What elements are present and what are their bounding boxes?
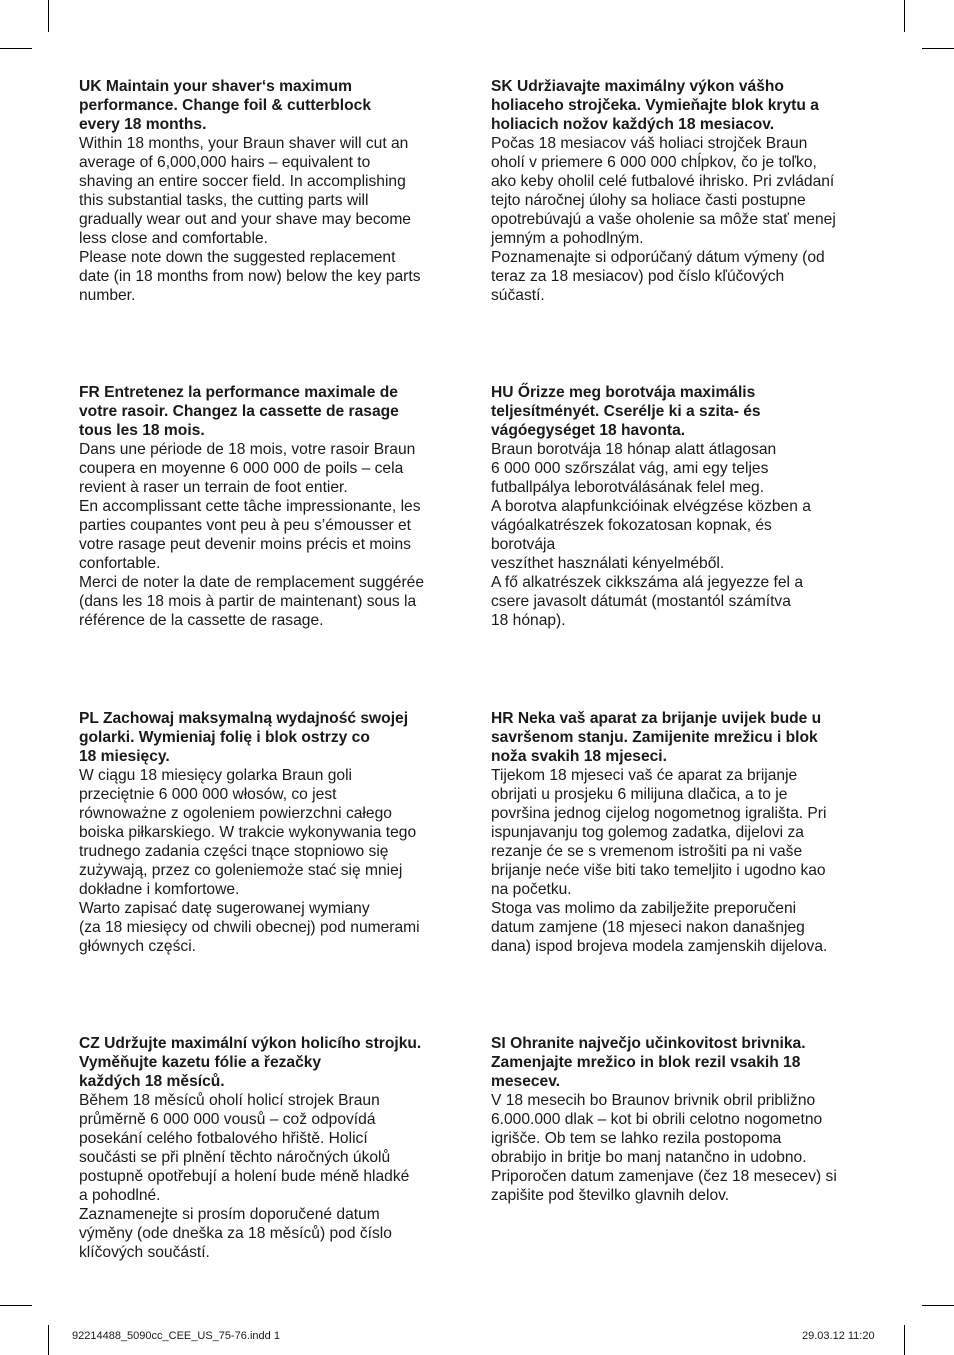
section-body: Within 18 months, your Braun shaver will cut an average of 6,000,000 hairs – equivalent to shaving an entire soccer field. In accomplishing this substantial tasks, the cutting parts will gradually wear out and your shave may become less close and comfortable. Please note down the suggested replacement date (in 18 months from now) below the key parts number. [79, 135, 421, 304]
section-hr [491, 709, 883, 956]
section-heading: PL Zachowaj maksymalną wydajność swojej golarki. Wymieniaj folię i blok ostrzy co 18 miesięcy. [79, 710, 409, 765]
section-body: W ciągu 18 miesięcy golarka Braun goli przeciętnie 6 000 000 włosów, co jest równoważne z ogoleniem powierzchni całego boiska piłkarskiego. W trakcie wykonywania tego trudnego zadania części tnące stopniowo się zużywają, przez co goleniemoże stać się mniej dokładne i komfortowe. Warto zapisać datę sugerowanej wymiany (za 18 miesięcy od chwili obecnej) pod numerami głównych części. [79, 767, 420, 955]
section-body: Během 18 měsíců oholí holicí strojek Braun průměrně 6 000 000 vousů – což odpovídá posekání celého fotbalového hřiště. Holicí součásti se při plnění těchto náročných úkolů postupně opotřebují a holení bude méně hladké a pohodlné. Zaznamenejte si prosím doporučené datum výměny (ode dneška za 18 měsíců) pod číslo klíčových součástí. [79, 1092, 410, 1261]
section-heading: CZ Udržujte maximální výkon holicího strojku. Vyměňujte kazetu fólie a řezačky každých 18 měsíců. [79, 1035, 422, 1090]
section-heading: HU Őrizze meg borotvája maximális teljesítményét. Cserélje ki a szita- és vágóegységet 18 havonta. [491, 384, 761, 439]
section-body: Dans une période de 18 mois, votre rasoir Braun coupera en moyenne 6 000 000 de poils – cela revient à raser un terrain de foot entier. En accomplissant cette tâche impressionante, les parties coupantes vont peu à peu s’émousser et votre rasage peut devenir moins précis et moins confortable. Merci de noter la date de remplacement suggérée (dans les 18 mois à partir de maintenant) sous la référence de la cassette de rasage. [79, 441, 424, 629]
crop-mark [48, 0, 49, 32]
crop-mark [922, 1305, 954, 1306]
section-body: Braun borotvája 18 hónap alatt átlagosan 6 000 000 szőrszálat vág, ami egy teljes futballpálya leborotválásának felel meg. A borotva alapfunkcióinak elvégzése közben a vágóalkatrészek fokozatosan kopnak, és borotvája veszíthet használati kényelméből. A fő alkatrészek cikkszáma alá jegyezze fel a csere javasolt dátumát (mostantól számítva 18 hónap). [491, 441, 811, 629]
section-heading: SI Ohranite največjo učinkovitost brivnika. Zamenjajte mrežico in blok rezil vsakih 18 mesecev. [491, 1035, 806, 1090]
section-body: Tijekom 18 mjeseci vaš će aparat za brijanje obrijati u prosjeku 6 milijuna dlačica, a to je površina jednog cijelog nogometnog igrališta. Pri ispunjavanju tog golemog zadatka, dijelovi za rezanje će se s vremenom istrošiti pa ni vaše brijanje neće više biti tako temeljito i ugodno kao na početku. Stoga vas molimo da zabilježite preporučeni datum zamjene (18 mjeseci nakon današnjeg dana) ispod brojeva modela zamjenskih dijelova. [491, 767, 828, 955]
section-heading: SK Udržiavajte maximálny výkon vášho holiaceho strojčeka. Vymieňajte blok krytu a holiacich nožov každých 18 mesiacov. [491, 78, 819, 133]
crop-mark [0, 1305, 32, 1306]
section-pl [79, 709, 471, 956]
crop-mark [0, 48, 32, 49]
section-uk [79, 77, 471, 305]
section-si [491, 1034, 883, 1205]
crop-mark [48, 1325, 49, 1355]
section-sk [491, 77, 883, 305]
crop-mark [904, 1325, 905, 1355]
crop-mark [922, 48, 954, 49]
crop-mark [904, 0, 905, 32]
section-fr [79, 383, 471, 630]
section-body: V 18 mesecih bo Braunov brivnik obril približno 6.000.000 dlak – kot bi obrili celotno nogometno igrišče. Ob tem se lahko rezila postopoma obrabijo in britje bo manj natančno in udobno. Priporočen datum zamenjave (čez 18 mesecev) si zapišite pod številko glavnih delov. [491, 1092, 837, 1204]
section-heading: HR Neka vaš aparat za brijanje uvijek bude u savršenom stanju. Zamijenite mrežicu i blok noža svakih 18 mjeseci. [491, 710, 822, 765]
footer-datetime: 29.03.12 11:20 [802, 1330, 875, 1342]
section-heading: UK Maintain your shaver‘s maximum performance. Change foil & cutterblock every 18 months. [79, 78, 372, 133]
footer-file-name: 92214488_5090cc_CEE_US_75-76.indd 1 [72, 1330, 280, 1342]
section-hu [491, 383, 883, 630]
section-body: Počas 18 mesiacov váš holiaci strojček Braun oholí v priemere 6 000 000 chĺpkov, čo je toľko, ako keby oholil celé futbalové ihrisko. Pri zvládaní tejto náročnej úlohy sa holiace časti postupne opotrebúvajú a vaše oholenie sa môže stať menej jemným a pohodlným. Poznamenajte si odporúčaný dátum výmeny (od teraz za 18 mesiacov) pod číslo kľúčových súčastí. [491, 135, 836, 304]
section-cz [79, 1034, 471, 1262]
section-heading: FR Entretenez la performance maximale de votre rasoir. Changez la cassette de rasage tous les 18 mois. [79, 384, 399, 439]
